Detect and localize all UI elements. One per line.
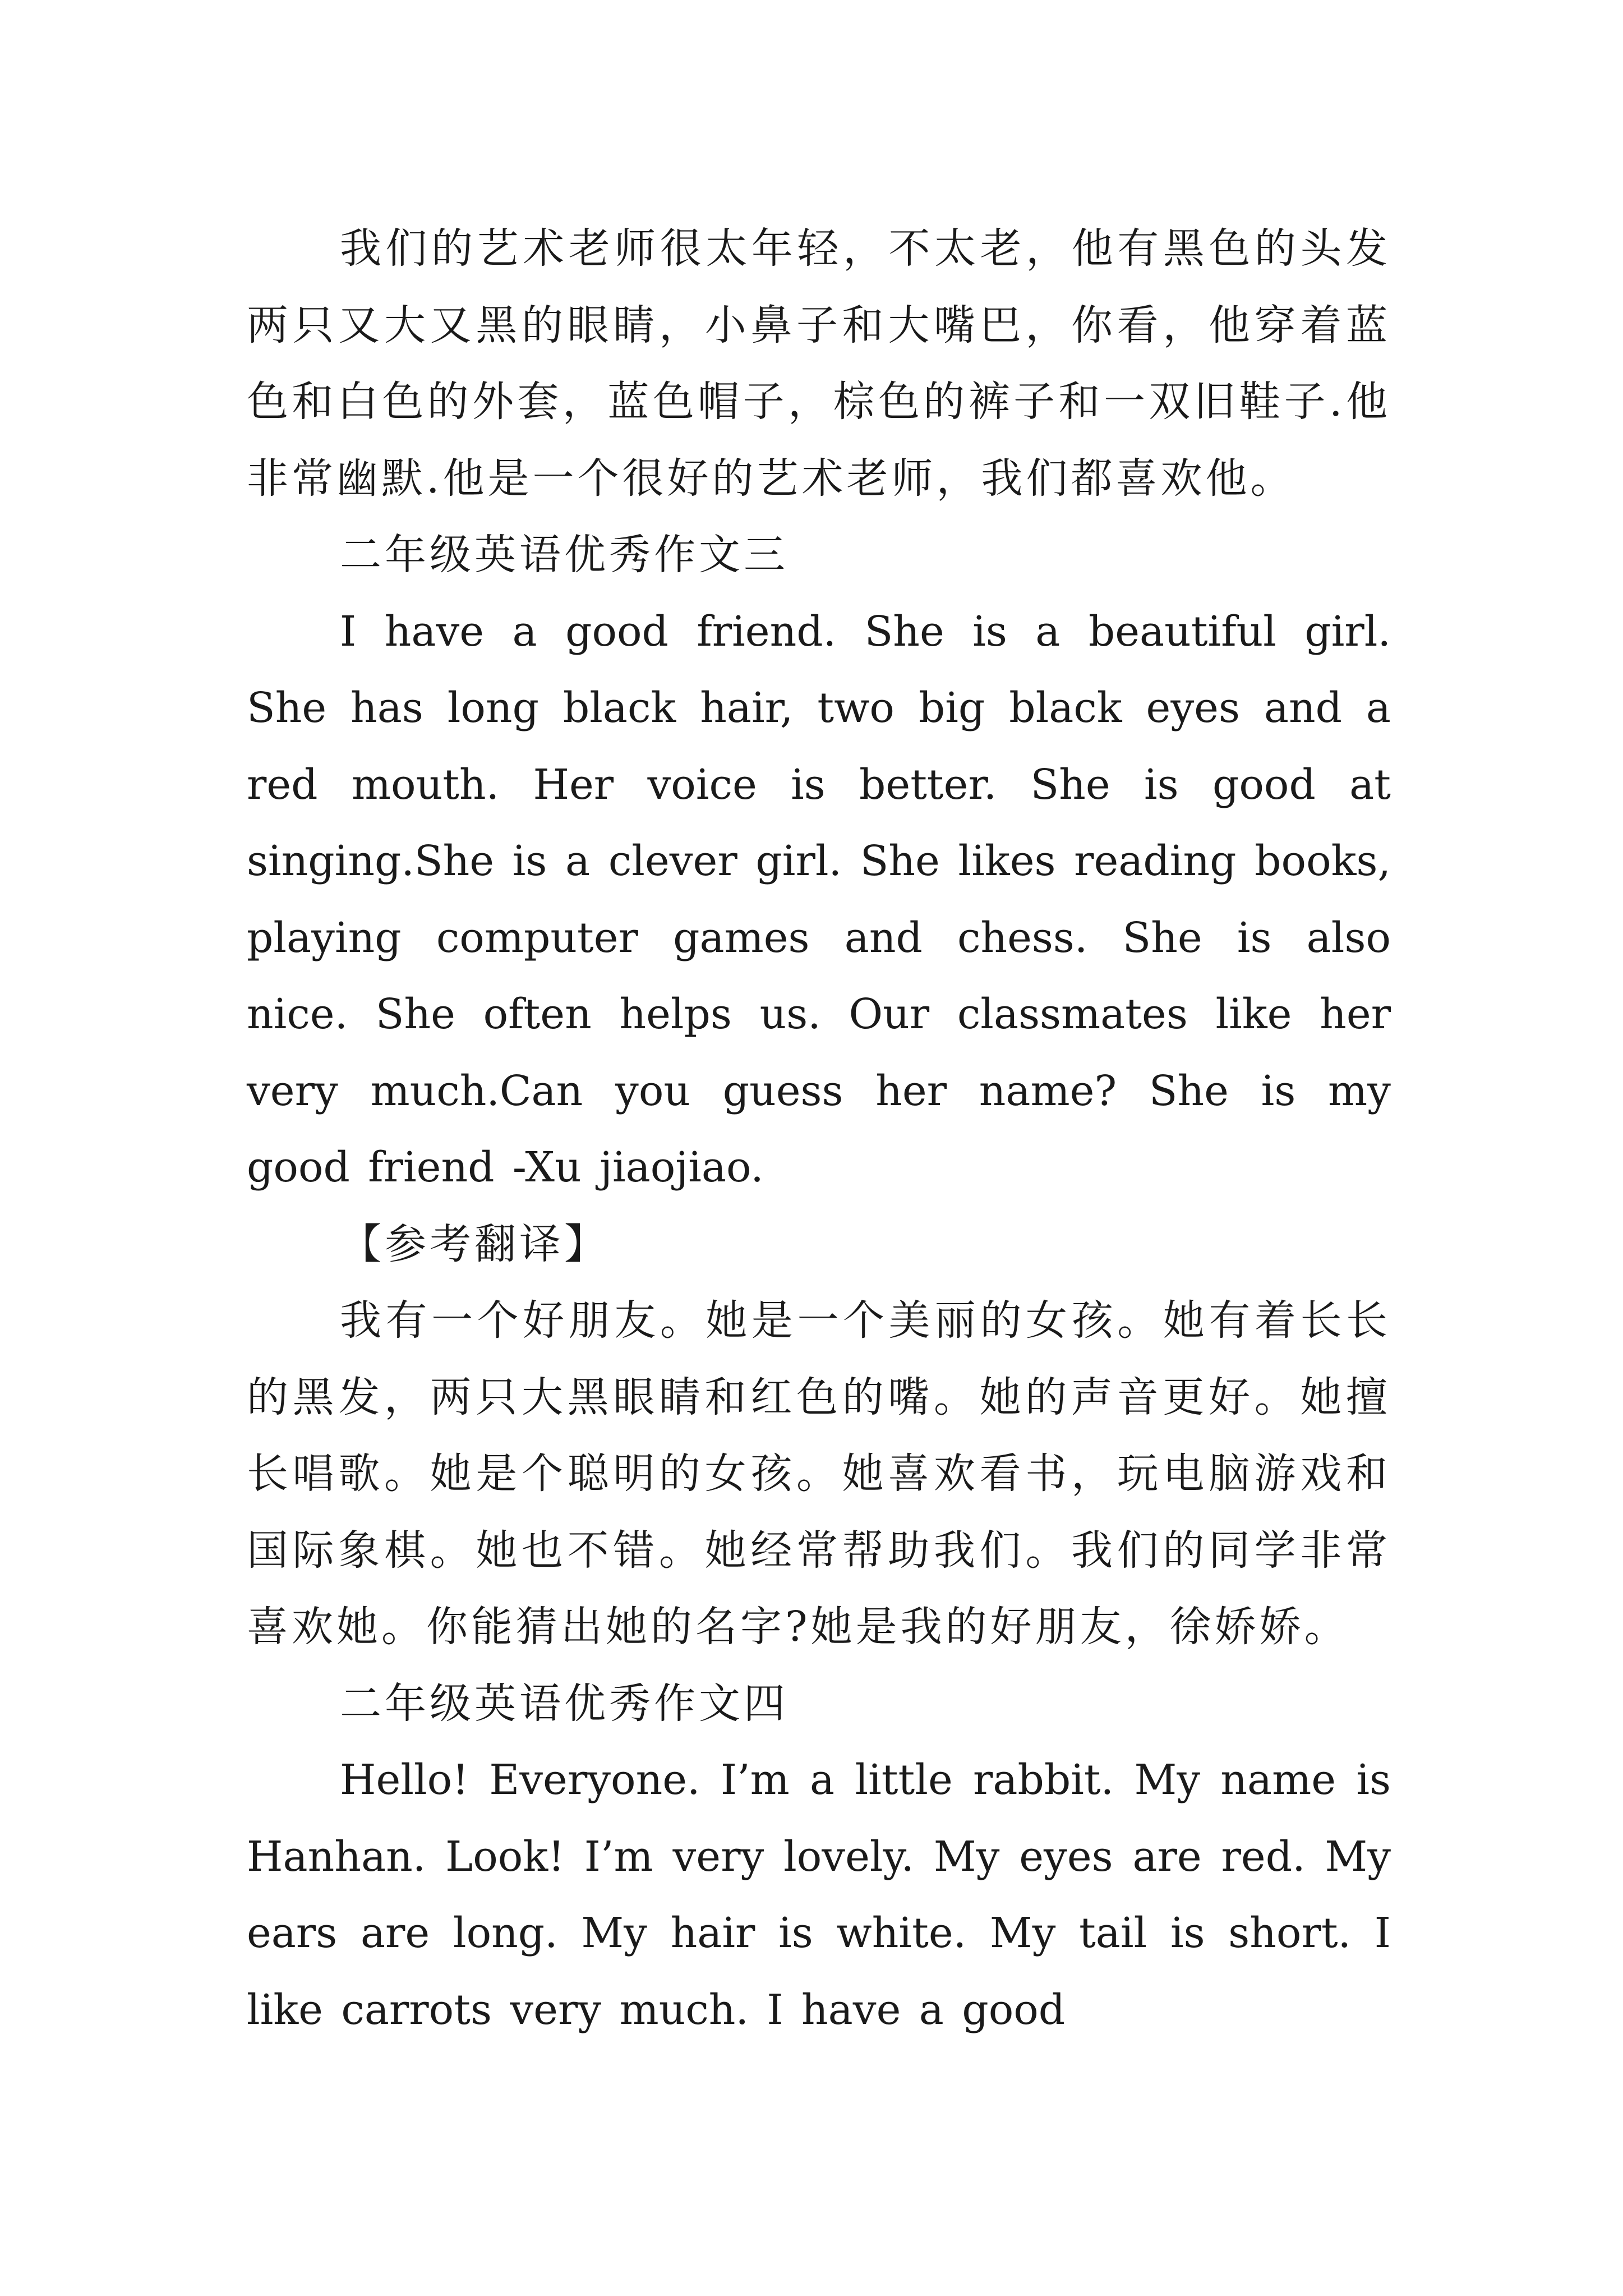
paragraph-art-teacher-description: 我们的艺术老师很太年轻，不太老，他有黑色的头发两只又大又黑的眼睛，小鼻子和大嘴巴，你看，他穿着蓝色和白色的外套，蓝色帽子，棕色的裤子和一双旧鞋子.他非常幽默.他是一个很好的艺术老师，我们都喜欢他。 xyxy=(247,224,1391,503)
document-body xyxy=(247,210,1391,2048)
paragraph-good-friend-translation: 我有一个好朋友。她是一个美丽的女孩。她有着长长的黑发，两只大黑眼睛和红色的嘴。她的声音更好。她擅长唱歌。她是个聪明的女孩。她喜欢看书，玩电脑游戏和国际象棋。她也不错。她经常帮助我们。我们的同学非常喜欢她。你能猜出她的名字?她是我的好朋友，徐娇娇。 xyxy=(247,1296,1391,1651)
section-heading-essay-three: 二年级英语优秀作文三 xyxy=(340,531,789,579)
paragraph-little-rabbit-english: Hello! Everyone. I’m a little rabbit. My name is Hanhan. Look! I’m very lovely. My eyes are red. My ears are long. My hair is white. My tail is short. I like carrots very much. I have a good xyxy=(247,1756,1391,2034)
section-heading-reference-translation: 【参考翻译】 xyxy=(340,1220,609,1268)
section-heading-essay-four: 二年级英语优秀作文四 xyxy=(340,1679,789,1728)
paragraph-good-friend-english: I have a good friend. She is a beautiful girl. She has long black hair, two big black eyes and a red mouth. Her voice is better. She is good at singing.She is a clever girl. She likes reading books, playing computer games and chess. She is also nice. She often helps us. Our classmates like her very much.Can you guess her name? She is my good friend -Xu jiaojiao. xyxy=(247,607,1391,1191)
